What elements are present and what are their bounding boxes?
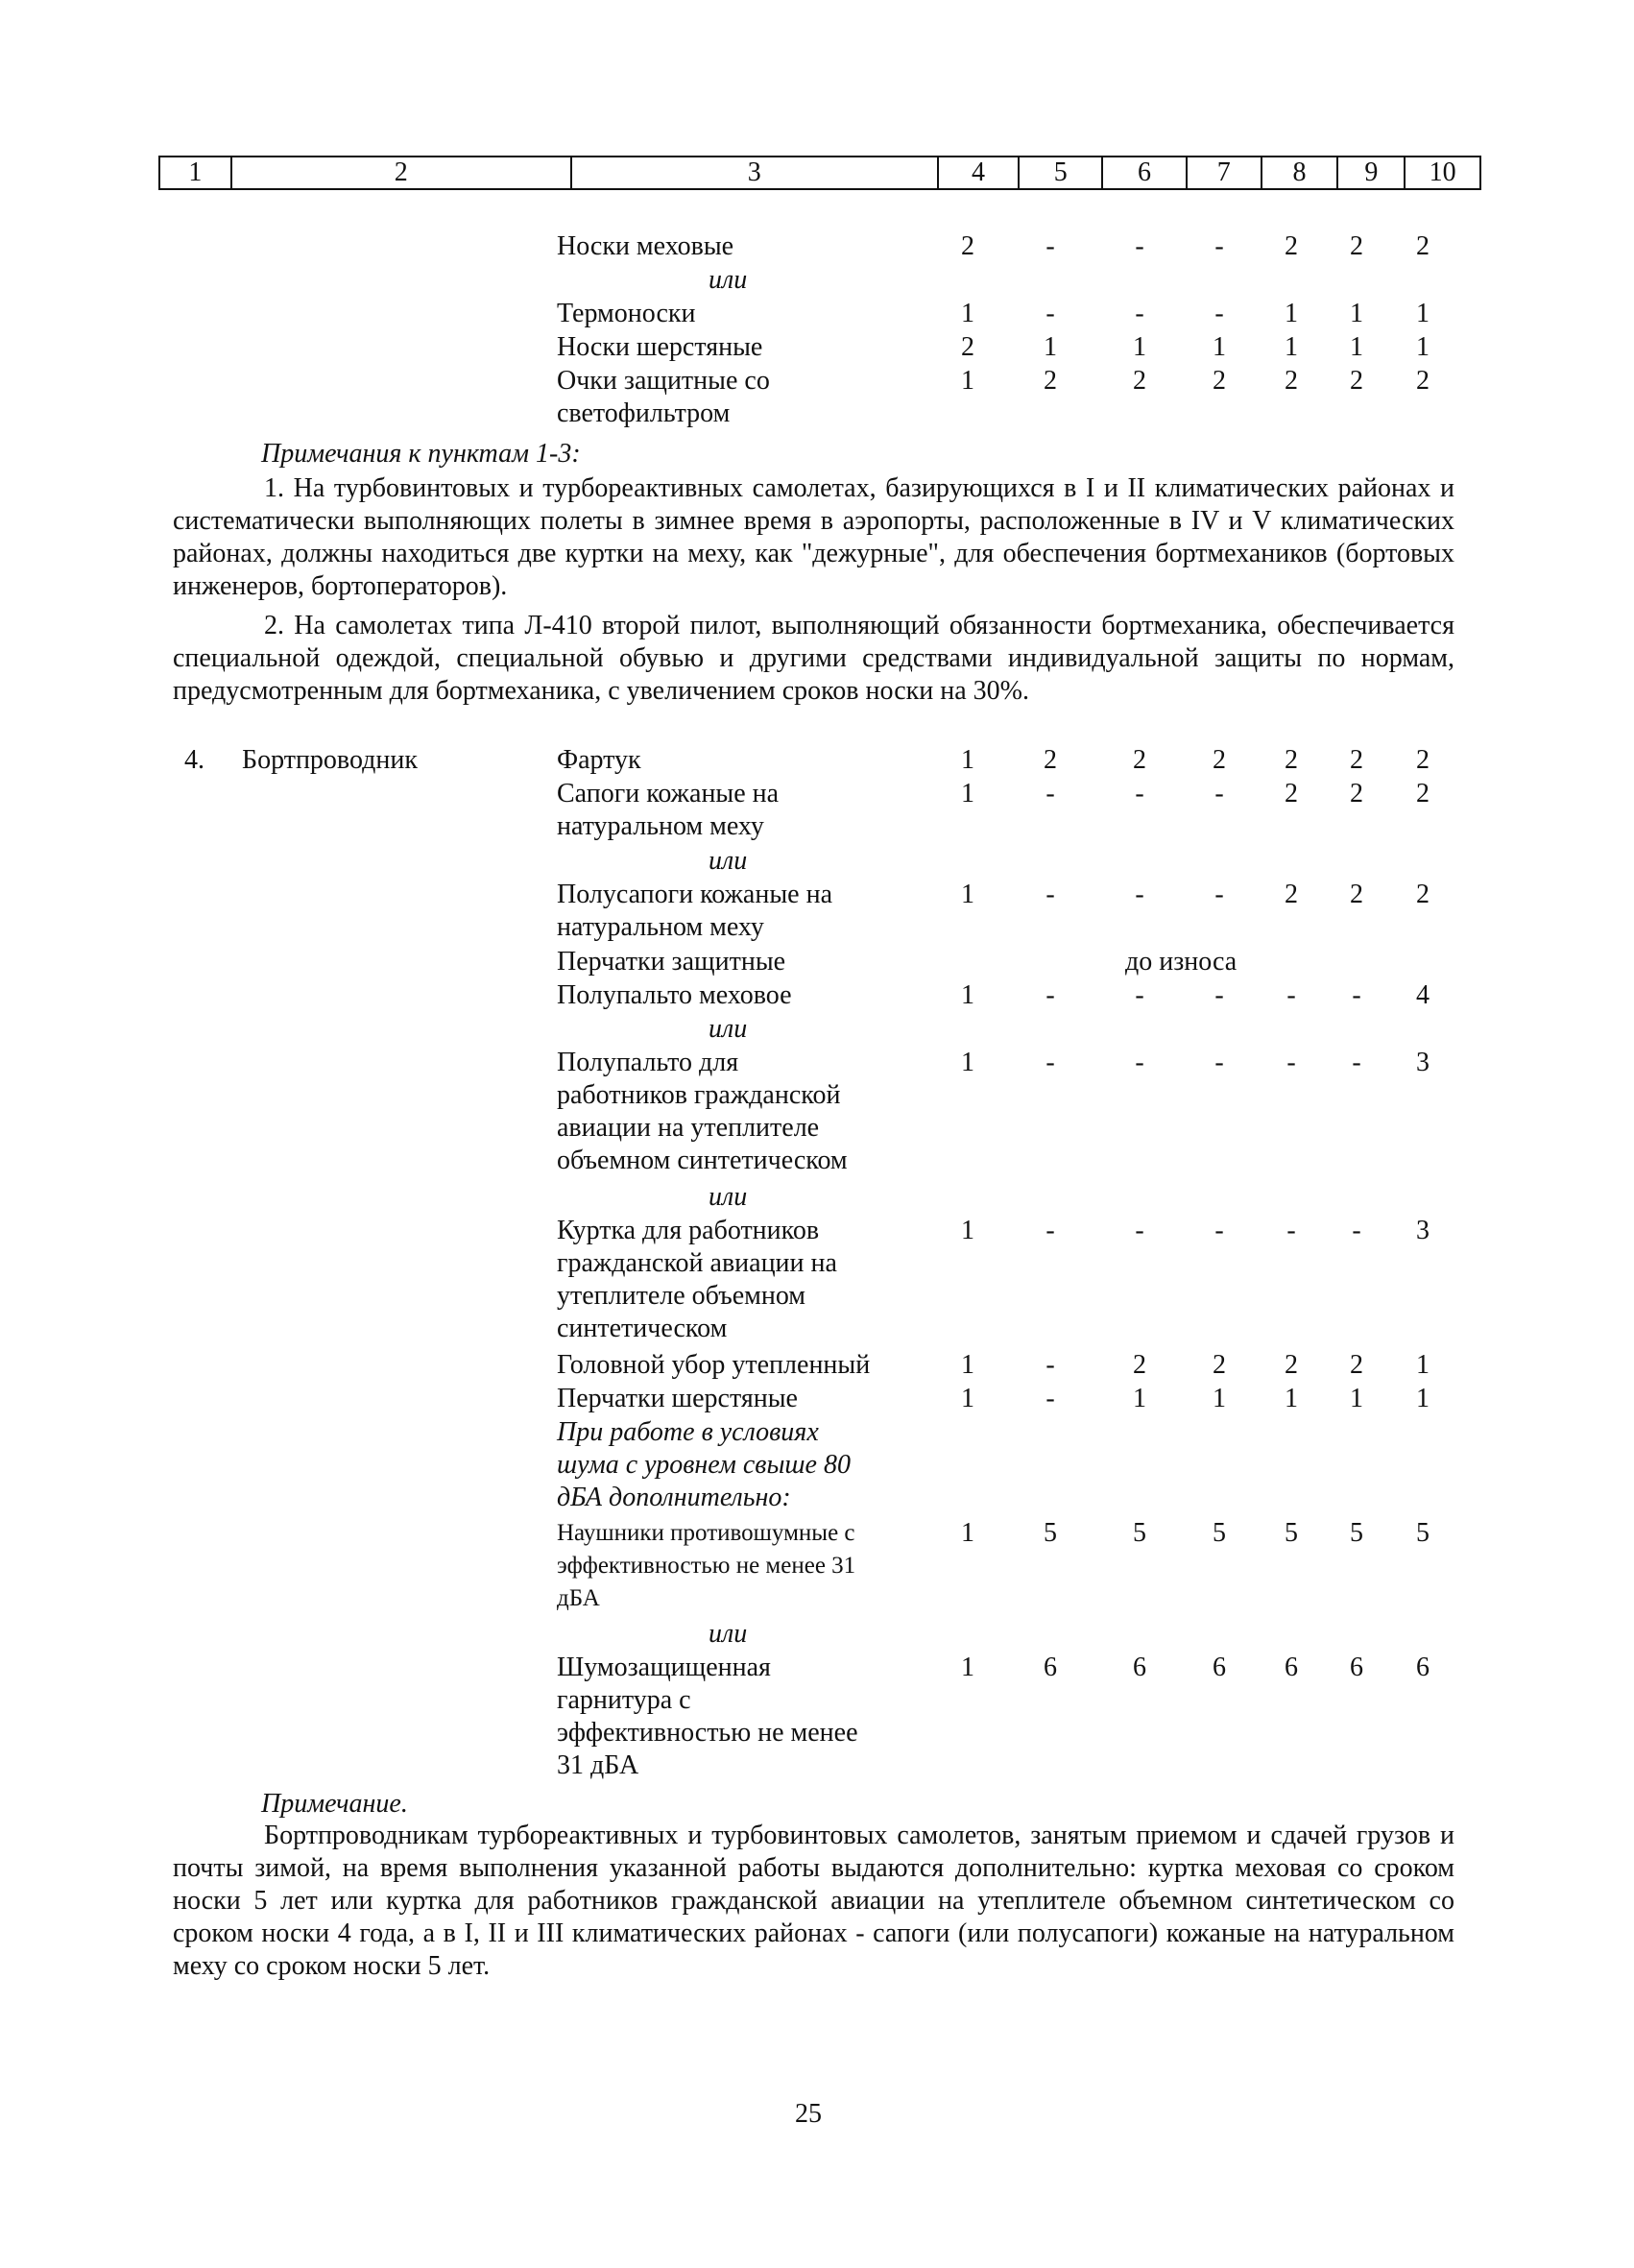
value-cell: - — [1286, 1216, 1296, 1245]
item-name: Носки меховые — [557, 231, 734, 261]
value-cell: 2 — [1285, 880, 1298, 909]
value-cell: 2 — [961, 231, 974, 261]
header-col-8: 8 — [1262, 157, 1339, 188]
value-cell: 5 — [1044, 1518, 1057, 1548]
value-cell: - — [1135, 980, 1144, 1010]
value-cell: 2 — [1213, 745, 1226, 775]
value-cell: 6 — [1133, 1653, 1146, 1682]
or-separator: или — [709, 265, 748, 295]
value-cell: - — [1135, 1048, 1144, 1077]
value-cell: - — [1045, 880, 1055, 909]
value-cell: 1 — [961, 779, 974, 808]
value-cell: - — [1045, 1384, 1055, 1413]
item-name: Шумозащищенная гарнитура с эффективностью не менее 31 дБА — [557, 1653, 858, 1780]
value-cell: 1 — [961, 880, 974, 909]
note-2 — [173, 610, 1454, 708]
final-note-text: Бортпроводникам турбореактивных и турбовинтовых самолетов, занятым приемом и сдачей грузов и почты зимой, на время выполнения указанной работы выдаются дополнительно: куртка меховая со сроком носки 5 лет или куртка для работников гражданской авиации на утеплителе объемном синтетическом со сроком носки 4 года, а в I, II и III климатических районах - сапоги (или полусапоги) кожаные на натуральном меху со сроком носки 5 лет. — [173, 1821, 1454, 1981]
item-name: Полупальто меховое — [557, 980, 792, 1010]
value-cell: - — [1214, 880, 1224, 909]
value-cell: 2 — [1285, 231, 1298, 261]
value-cell: 2 — [1416, 231, 1430, 261]
value-cell: 2 — [1285, 1350, 1298, 1380]
value-cell: - — [1352, 980, 1361, 1010]
item-name: При работе в условиях шума с уровнем свыше 80 дБА дополнительно: — [557, 1417, 851, 1512]
header-col-2: 2 — [232, 157, 572, 188]
value-cell: 2 — [1044, 745, 1057, 775]
header-col-5: 5 — [1020, 157, 1103, 188]
value-cell: - — [1135, 299, 1144, 328]
value-cell: 2 — [1213, 1350, 1226, 1380]
note-1 — [173, 472, 1454, 603]
value-cell: 3 — [1416, 1048, 1430, 1077]
value-cell: 5 — [1133, 1518, 1146, 1548]
value-cell: 1 — [1416, 1350, 1430, 1380]
final-note-title: Примечание. — [261, 1789, 408, 1819]
value-cell: 2 — [1350, 779, 1363, 808]
item-name: Перчатки шерстяные — [557, 1384, 798, 1413]
value-cell: 1 — [961, 1048, 974, 1077]
value-cell: 2 — [1416, 745, 1430, 775]
value-cell: - — [1045, 299, 1055, 328]
value-cell: 6 — [1044, 1653, 1057, 1682]
value-cell: 2 — [1350, 745, 1363, 775]
value-cell: 1 — [961, 299, 974, 328]
value-cell: - — [1045, 779, 1055, 808]
value-cell: 1 — [961, 1653, 974, 1682]
value-cell: 6 — [1213, 1653, 1226, 1682]
page-number: 25 — [795, 2099, 822, 2129]
value-cell: 1 — [961, 366, 974, 396]
item-name: Термоноски — [557, 299, 696, 328]
value-cell: 1 — [961, 745, 974, 775]
notes-title: Примечания к пунктам 1-3: — [261, 439, 581, 469]
value-cell: - — [1045, 1216, 1055, 1245]
item-name: Куртка для работников гражданской авиации на утеплителе объемном синтетическом — [557, 1216, 837, 1343]
value-cell: 1 — [1285, 332, 1298, 362]
value-cell: 6 — [1285, 1653, 1298, 1682]
value-cell: 2 — [1350, 231, 1363, 261]
value-cell: 6 — [1350, 1653, 1363, 1682]
value-cell: - — [1214, 779, 1224, 808]
value-cell: 2 — [1285, 745, 1298, 775]
value-cell: - — [1352, 1216, 1361, 1245]
value-cell: 3 — [1416, 1216, 1430, 1245]
value-cell: 1 — [1213, 1384, 1226, 1413]
header-col-7: 7 — [1188, 157, 1262, 188]
item-name: Наушники противошумные с эффективностью не менее 31 дБА — [557, 1520, 856, 1611]
value-cell: 2 — [1350, 366, 1363, 396]
header-col-1: 1 — [160, 157, 232, 188]
header-col-3: 3 — [572, 157, 939, 188]
final-note — [173, 1820, 1454, 1983]
value-cell: - — [1286, 1048, 1296, 1077]
value-cell: 2 — [1133, 1350, 1146, 1380]
value-cell: - — [1135, 779, 1144, 808]
value-cell: 1 — [961, 980, 974, 1010]
value-cell: - — [1045, 980, 1055, 1010]
value-cell: - — [1135, 880, 1144, 909]
item-name: Полусапоги кожаные на натуральном меху — [557, 880, 832, 942]
value-cell: - — [1045, 1350, 1055, 1380]
item-name: Очки защитные со светофильтром — [557, 366, 770, 428]
value-cell: - — [1352, 1048, 1361, 1077]
value-cell: 2 — [1416, 779, 1430, 808]
or-separator: или — [709, 846, 748, 876]
value-cell: - — [1135, 1216, 1144, 1245]
or-separator: или — [709, 1182, 748, 1212]
value-cell: 5 — [1350, 1518, 1363, 1548]
value-cell: 2 — [1044, 366, 1057, 396]
value-cell: 2 — [1416, 366, 1430, 396]
or-separator: или — [709, 1619, 748, 1649]
item-name: Полупальто для работников гражданской авиации на утеплителе объемном синтетическом — [557, 1048, 848, 1175]
value-cell: 2 — [1285, 366, 1298, 396]
value-cell: 2 — [1133, 745, 1146, 775]
header-col-9: 9 — [1338, 157, 1406, 188]
value-cell: 1 — [1350, 299, 1363, 328]
value-cell: 1 — [1133, 1384, 1146, 1413]
until-worn-text: до износа — [1125, 947, 1238, 977]
value-cell: 2 — [1133, 366, 1146, 396]
value-cell: 5 — [1285, 1518, 1298, 1548]
value-cell: 1 — [1350, 332, 1363, 362]
value-cell: 1 — [1416, 1384, 1430, 1413]
value-cell: 2 — [1213, 366, 1226, 396]
value-cell: 2 — [1350, 1350, 1363, 1380]
value-cell: - — [1214, 980, 1224, 1010]
value-cell: 1 — [1044, 332, 1057, 362]
value-cell: 1 — [1285, 299, 1298, 328]
value-cell: - — [1045, 1048, 1055, 1077]
value-cell: - — [1214, 1048, 1224, 1077]
section-number: 4. — [184, 745, 204, 775]
or-separator: или — [709, 1014, 748, 1044]
note-2-text: 2. На самолетах типа Л-410 второй пилот, выполняющий обязанности бортмеханика, обеспечивается специальной одеждой, специальной обувью и другими средствами индивидуальной защиты по нормам, предусмотренным для бортмеханика, с увеличением сроков носки на 30%. — [173, 611, 1454, 706]
header-col-4: 4 — [939, 157, 1021, 188]
value-cell: 1 — [1285, 1384, 1298, 1413]
item-name: Перчатки защитные — [557, 947, 786, 977]
value-cell: - — [1286, 980, 1296, 1010]
value-cell: 1 — [961, 1384, 974, 1413]
value-cell: 2 — [1285, 779, 1298, 808]
value-cell: - — [1214, 299, 1224, 328]
value-cell: 1 — [1213, 332, 1226, 362]
value-cell: 2 — [1416, 880, 1430, 909]
value-cell: 5 — [1416, 1518, 1430, 1548]
value-cell: - — [1214, 1216, 1224, 1245]
table-header-row — [158, 156, 1481, 190]
value-cell: - — [1135, 231, 1144, 261]
note-1-text: 1. На турбовинтовых и турбореактивных самолетах, базирующихся в I и II климатических районах и систематически выполняющих полеты в зимнее время в аэропорты, расположенные в IV и V климатических районах, должны находиться две куртки на меху, как "дежурные", для обеспечения бортмехаников (бортовых инженеров, бортоператоров). — [173, 473, 1454, 601]
value-cell: 1 — [1133, 332, 1146, 362]
value-cell: 1 — [961, 1216, 974, 1245]
value-cell: 5 — [1213, 1518, 1226, 1548]
value-cell: 6 — [1416, 1653, 1430, 1682]
header-col-6: 6 — [1103, 157, 1188, 188]
value-cell: 2 — [1350, 880, 1363, 909]
value-cell: 1 — [1416, 299, 1430, 328]
value-cell: - — [1214, 231, 1224, 261]
value-cell: 2 — [961, 332, 974, 362]
item-name: Фартук — [557, 745, 641, 775]
section-title: Бортпроводник — [242, 745, 418, 775]
item-name: Головной убор утепленный — [557, 1350, 871, 1380]
item-name: Носки шерстяные — [557, 332, 763, 362]
header-col-10: 10 — [1429, 157, 1456, 187]
item-name: Сапоги кожаные на натуральном меху — [557, 779, 780, 841]
value-cell: 1 — [961, 1350, 974, 1380]
value-cell: 4 — [1416, 980, 1430, 1010]
value-cell: - — [1045, 231, 1055, 261]
value-cell: 1 — [961, 1518, 974, 1548]
value-cell: 1 — [1416, 332, 1430, 362]
value-cell: 1 — [1350, 1384, 1363, 1413]
